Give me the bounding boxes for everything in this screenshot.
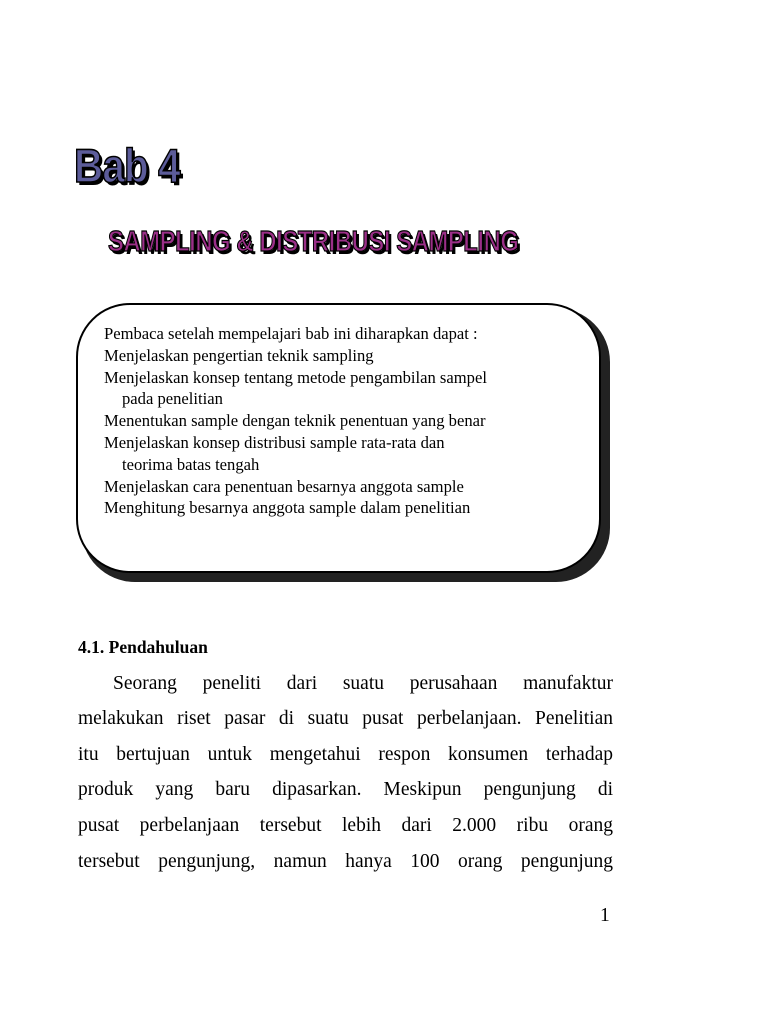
objective-item-1: Menjelaskan pengertian teknik sampling [104,345,374,365]
objective-item-3: Menentukan sample dengan teknik penentuan yang benar [104,411,486,431]
objective-item-2: Menjelaskan konsep tentang metode pengambilan sampel [104,367,487,387]
paragraph-line: produk yang baru dipasarkan. Meskipun pengunjung di [78,779,613,800]
paragraph-line: pusat perbelanjaan tersebut lebih dari 2.000 ribu orang [78,815,613,836]
section-heading: 4.1. Pendahuluan [78,637,208,657]
paragraph-line: tersebut pengunjung, namun hanya 100 orang pengunjung [78,851,613,872]
chapter-title: Bab 4 [74,139,180,192]
objective-item-4-continuation: teorima batas tengah [122,454,260,474]
objective-item-5: Menjelaskan cara penentuan besarnya anggota sample [104,476,464,496]
objective-item-6: Menghitung besarnya anggota sample dalam penelitian [104,498,471,518]
objective-item-2-continuation: pada penelitian [122,389,223,409]
page-number: 1 [600,905,610,926]
objectives-intro: Pembaca setelah mempelajari bab ini diharapkan dapat : [104,324,478,343]
objective-item-4: Menjelaskan konsep distribusi sample rata-rata dan [104,432,445,452]
chapter-subtitle: SAMPLING & DISTRIBUSI SAMPLING [108,226,519,258]
objectives-list [104,323,584,519]
paragraph-line: itu bertujuan untuk mengetahui respon konsumen terhadap [78,744,613,765]
paragraph-line: Seorang peneliti dari suatu perusahaan manufaktur [113,673,613,694]
paragraph-line: melakukan riset pasar di suatu pusat perbelanjaan. Penelitian [78,708,613,729]
